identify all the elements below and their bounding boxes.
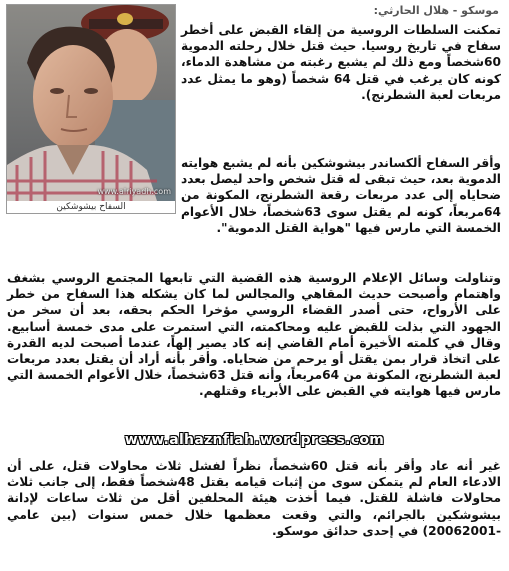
photo-caption: السفاح بيشوشكين xyxy=(56,202,126,212)
photo-frame xyxy=(6,4,176,214)
suspect-photo xyxy=(7,5,175,201)
paragraph-3: وتناولت وسائل الإعلام الروسية هذه القضية التي تابعها المجتمع الروسي بشغف واهتمام وأصبحت حديث المقاهي والمجالس لما كان يشكله هذا السفاح من خطر على الأرواح، حتى أصدر القضاء الروسي مؤخرا الحكم بحقه، بعد أن سخر من الجهود التي بذلت للقبض عليه ومحاكمته، التي استمرت على مدى خمسة أسابيع. وقال في كلمته الأخيرة أمام القاضي إنه كاد يصير إلهاً، عندما أصبحت لديه القدرة على اتخاذ قرار بمن يقتل أو يرحم من ضحاياه. وأقر بأنه أراد أن يقتل بعدد مربعات لعبة الشطرنج، المكونة من 64مربعاً، وأنه قتل 63شخصاً، خلال الأعوام الخمسة التي مارس فيها هوايته في القبض على الأبرياء وقتلهم. xyxy=(7,271,501,399)
photo-watermark: www.alriyadh.com xyxy=(97,187,171,196)
paragraph-2: وأقر السفاح ألكساندر بيشوشكين بأنه لم يشبع هوايته الدموية بعد، حيث تبقى له قتل شخص واحد ليصل بعدد ضحاياه إلى عدد مربعات رقعة الشطرنج، المكونة من 64مربعاً، كونه لم يقتل سوى 63شخصاً، خلال الأعوام الخمسة التي مارس فيها "هواية القتل الدموية". xyxy=(181,156,501,235)
paragraph-4: غير أنه عاد وأقر بأنه قتل 60شخصاً، نظراً لفشل ثلاث محاولات قتل، على أن الادعاء العام لم يتمكن سوى من إثبات قيامه بقتل 48شخصاً فقط، إلى جانب ثلاث محاولات فاشلة للقتل. فيما أخذت هيئة المحلفين أقل من ثلاث ساعات لإدانة بيشوشكين بالجرائم، والتي وقعت معظمها خلال خمس سنوات (بين عامي -20062001) في إحدى حدائق موسكو. xyxy=(7,459,501,538)
dateline: موسكو - هلال الحارثي: xyxy=(373,4,499,17)
site-watermark: www.alhaznfiah.wordpress.com xyxy=(124,432,385,448)
paragraph-1: تمكنت السلطات الروسية من إلقاء القبض على أخطر سفاح في تاريخ روسيا. حيث قتل خلال رحلته الدموية 60شخصاً ومع ذلك لم يشبع رغبته من مشاهدة الدماء، كونه كان يرغب في قتل 64 شخصاً (وهو ما يمثل عدد مربعات لعبة الشطرنج). xyxy=(181,23,501,102)
